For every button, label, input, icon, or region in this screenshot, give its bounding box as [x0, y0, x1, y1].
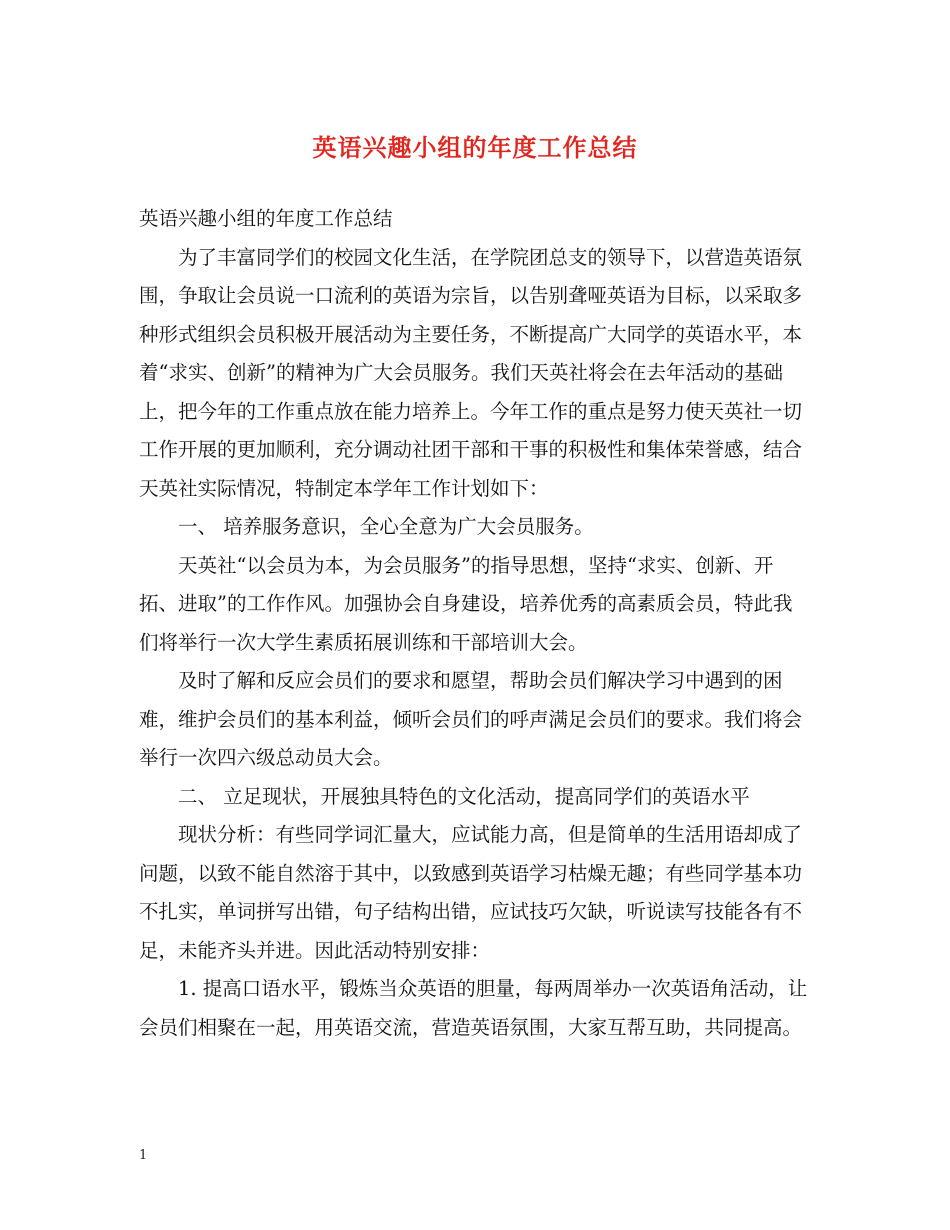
- intro-paragraph: 为了丰富同学们的校园文化生活，在学院团总支的领导下，以营造英语氛围，争取让会员说一口流利的英语为宗旨，以告别聋哑英语为目标，以采取多种形式组织会员积极开展活动为主要任务，不断提高广大同学的英语水平，本着“求实、创新”的精神为广大会员服务。我们天英社将会在去年活动的基础上，把今年的工作重点放在能力培养上。今年工作的重点是努力使天英社一切工作开展的更加顺利，充分调动社团干部和干事的积极性和集体荣誉感，结合天英社实际情况，特制定本学年工作计划如下：: [139, 245, 803, 500]
- section-one-heading: 一、 培养服务意识，全心全意为广大会员服务。: [178, 515, 594, 538]
- document-title: 英语兴趣小组的年度工作总结: [312, 133, 638, 162]
- section-one-paragraph-1: 天英社“以会员为本，为会员服务”的指导思想，坚持“求实、创新、开拓、进取”的工作作风。加强协会自身建设，培养优秀的高素质会员，特此我们将举行一次大学生素质拓展训练和干部培训大会。: [139, 553, 793, 654]
- analysis-paragraph: 现状分析：有些同学词汇量大，应试能力高，但是简单的生活用语却成了问题，以致不能自然溶于其中，以致感到英语学习枯燥无趣；有些同学基本功不扎实，单词拼写出错，句子结构出错，应试技巧欠缺，听说读写技能各有不足，未能齐头并进。因此活动特别安排：: [139, 823, 803, 962]
- section-one-paragraph-2: 及时了解和反应会员们的要求和愿望，帮助会员们解决学习中遇到的困难，维护会员们的基本利益，倾听会员们的呼声满足会员们的要求。我们将会举行一次四六级总动员大会。: [139, 669, 803, 769]
- document-body: [139, 200, 811, 1047]
- section-two-heading: 二、 立足现状，开展独具特色的文化活动，提高同学们的英语水平: [178, 784, 750, 808]
- subtitle-paragraph: 英语兴趣小组的年度工作总结: [139, 207, 393, 230]
- list-item-1: 1. 提高口语水平，锻炼当众英语的胆量，每两周举办一次英语角活动，让会员们相聚在一起，用英语交流，营造英语氛围，大家互帮互助，共同提高。: [139, 977, 808, 1039]
- page-number: 1: [139, 1148, 148, 1163]
